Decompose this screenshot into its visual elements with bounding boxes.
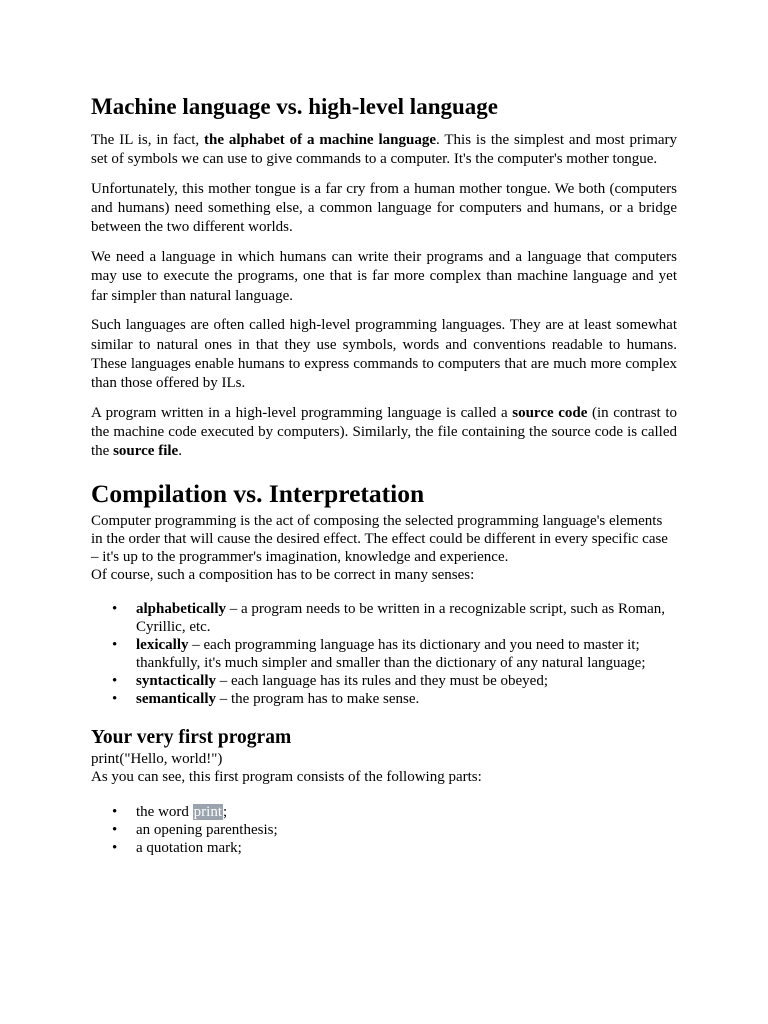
- list-item: [91, 636, 677, 672]
- paragraph-source-code: [91, 404, 677, 462]
- paragraph-need-language: We need a language in which humans can write their programs and a language that computers may use to execute the programs, one that is far more complex than machine language and yet far simpler than natural language.: [91, 249, 677, 304]
- heading-machine-language: Machine language vs. high-level language: [91, 94, 498, 119]
- correctness-list: [91, 600, 677, 708]
- bold-text: the alphabet of a machine language: [204, 132, 436, 148]
- paragraph-mother-tongue: Unfortunately, this mother tongue is a far cry from a human mother tongue. We both (computers and humans) need something else, a common language for computers and humans, or a bridge between the two different worlds.: [91, 180, 677, 236]
- text-run: the word: [136, 803, 193, 820]
- list-term: lexically: [136, 636, 189, 653]
- list-term: semantically: [136, 690, 216, 707]
- paragraph-il-alphabet: [91, 131, 677, 170]
- list-desc: – a program needs to be written in a recognizable script, such as Roman, Cyrillic, etc.: [136, 600, 666, 635]
- paragraph-programming-act: Computer programming is the act of composing the selected programming language's elements in the order that will cause the desired effect. The effect could be different in every specific case – it's up to the programmer's imagination, knowledge and experience.: [91, 512, 668, 565]
- list-item: [91, 839, 677, 857]
- list-item: [91, 690, 677, 708]
- bold-text: source file: [113, 443, 179, 460]
- list-term: syntactically: [136, 672, 216, 689]
- heading-compilation: Compilation vs. Interpretation: [91, 478, 425, 508]
- list-desc: – each language has its rules and they must be obeyed;: [216, 672, 548, 689]
- bullet-icon: •: [112, 600, 118, 617]
- bullet-icon: •: [112, 803, 118, 820]
- list-desc: – each programming language has its dictionary and you need to master it; thankfully, it's much simpler and smaller than the dictionary of any natural language;: [136, 636, 646, 671]
- paragraph-high-level-languages: Such languages are often called high-level programming languages. They are at least somewhat similar to natural ones in that they use symbols, words and conventions readable to humans. These languages enable humans to express commands to computers that are much more complex than those offered by ILs.: [91, 317, 677, 392]
- paragraph-parts-intro: As you can see, this first program consists of the following parts:: [91, 768, 482, 785]
- list-item: [91, 600, 677, 636]
- bullet-icon: •: [112, 672, 118, 689]
- program-parts-list: [91, 803, 677, 857]
- bold-text: source code: [512, 404, 588, 421]
- text-run: ;: [223, 803, 228, 820]
- list-item: [91, 803, 677, 821]
- text-run: A program written in a high-level programming language is called a: [91, 404, 513, 421]
- bullet-icon: •: [112, 821, 118, 838]
- text-run: . This is the simplest and most primary set of symbols we can use to give commands to a computer. It's the computer's mother tongue.: [91, 132, 678, 168]
- text-run: a quotation mark;: [136, 839, 242, 856]
- selected-text-highlight[interactable]: print: [193, 803, 222, 820]
- list-term: alphabetically: [136, 600, 227, 617]
- code-sample: print("Hello, world!"): [91, 750, 223, 767]
- document-content: [91, 92, 677, 857]
- text-run: The IL is, in fact,: [91, 132, 205, 148]
- bullet-icon: •: [112, 690, 118, 707]
- bullet-icon: •: [112, 636, 118, 653]
- paragraph-composition-correct: Of course, such a composition has to be correct in many senses:: [91, 566, 475, 583]
- text-run: (in contrast to the machine code executed by computers). Similarly, the file containing the source code is called the: [91, 404, 677, 460]
- text-run: .: [178, 443, 182, 460]
- list-item: [91, 821, 677, 839]
- text-run: an opening parenthesis;: [136, 821, 278, 838]
- bullet-icon: •: [112, 839, 118, 856]
- list-item: [91, 672, 677, 690]
- heading-first-program: Your very first program: [91, 726, 292, 748]
- list-desc: – the program has to make sense.: [216, 690, 420, 707]
